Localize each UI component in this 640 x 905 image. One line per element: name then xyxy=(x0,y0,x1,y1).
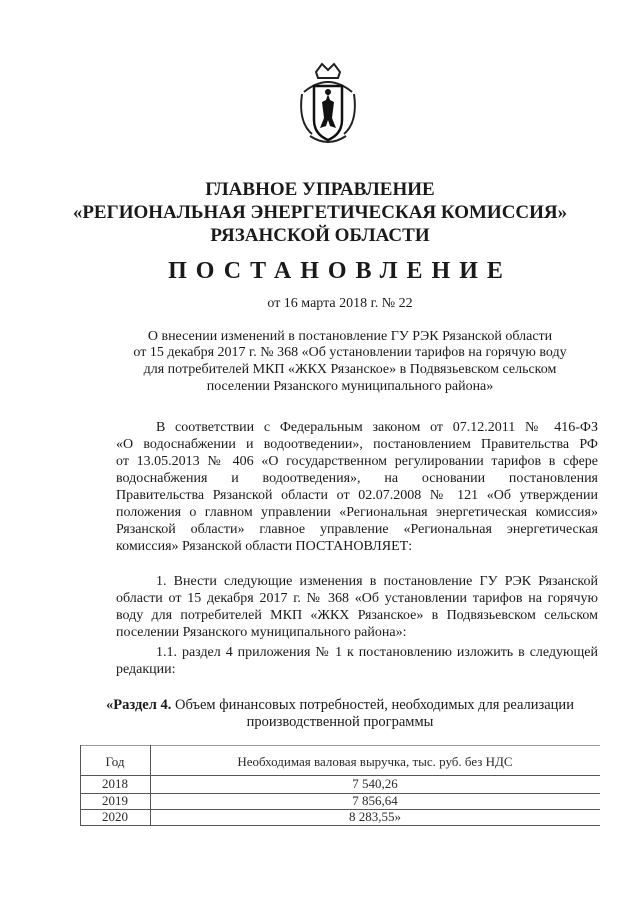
item-1-line: области от 15 декабря 2017 г. № 368 «Об установлении тарифов на горячую xyxy=(116,591,598,606)
preamble-line: положения о главном управлении «Региональная энергетическая комиссия» xyxy=(116,505,598,520)
table-cell-revenue: 8 283,55» xyxy=(349,809,401,824)
table-header-year: Год xyxy=(105,754,125,769)
table-header-revenue: Необходимая валовая выручка, тыс. руб. без НДС xyxy=(237,754,513,769)
org-name-line-3: РЯЗАНСКОЙ ОБЛАСТИ xyxy=(210,225,430,246)
item-1-1-line: 1.1. раздел 4 приложения № 1 к постановлению изложить в следующей xyxy=(156,645,598,660)
subject-line: поселении Рязанского муниципального района» xyxy=(206,379,494,394)
preamble-line: от 13.05.2013 № 406 «О государственном регулировании тарифов в сфере xyxy=(116,454,598,469)
preamble-line: В соответствии с Федеральным законом от 07.12.2011 № 416-ФЗ xyxy=(156,420,598,435)
item-1-line: воду для потребителей МКП «ЖКХ Рязанское» в Подвязьевском сельском xyxy=(116,608,598,623)
preamble-line: «О водоснабжении и водоотведении», постановлением Правительства РФ xyxy=(116,437,598,452)
section-title xyxy=(70,697,610,714)
org-name-line-2: «РЕГИОНАЛЬНАЯ ЭНЕРГЕТИЧЕСКАЯ КОМИССИЯ» xyxy=(72,202,568,223)
subject-line: О внесении изменений в постановление ГУ РЭК Рязанской области xyxy=(147,329,553,344)
section-title-text: Объем финансовых потребностей, необходимых для реализации xyxy=(171,697,574,713)
table-cell-year: 2020 xyxy=(102,809,128,824)
ryazan-coat-of-arms-icon xyxy=(296,62,360,150)
table-border xyxy=(80,775,600,776)
section-label: «Раздел 4. xyxy=(106,697,172,713)
table-border xyxy=(80,745,600,746)
financial-needs-table xyxy=(80,745,600,825)
item-1-1-line: редакции: xyxy=(116,662,176,677)
document-title: ПОСТАНОВЛЕНИЕ xyxy=(168,258,512,284)
table-cell-revenue: 7 856,64 xyxy=(352,793,398,808)
org-name-line-1: ГЛАВНОЕ УПРАВЛЕНИЕ xyxy=(205,179,435,200)
preamble-line: водоснабжения и водоотведения», на основании постановления xyxy=(116,471,598,486)
table-border xyxy=(80,825,600,826)
item-1-line: 1. Внести следующие изменения в постановление ГУ РЭК Рязанской xyxy=(156,574,598,589)
subject-line: для потребителей МКП «ЖКХ Рязанское» в Подвязьевском сельском xyxy=(143,362,557,377)
table-cell-year: 2019 xyxy=(102,793,128,808)
subject-line: от 15 декабря 2017 г. № 368 «Об установлении тарифов на горячую воду xyxy=(133,345,567,360)
table-cell-year: 2018 xyxy=(102,776,128,791)
section-title-line-2: производственной программы xyxy=(246,714,434,730)
preamble-line: комиссия» Рязанской области ПОСТАНОВЛЯЕТ: xyxy=(116,539,413,554)
preamble-line: Правительства Рязанской области от 02.07.2008 № 121 «Об утверждении xyxy=(116,488,598,503)
item-1-line: поселении Рязанского муниципального района»: xyxy=(116,625,407,640)
preamble-line: Рязанской области» главное управление «Региональная энергетическая xyxy=(116,522,598,537)
table-cell-revenue: 7 540,26 xyxy=(352,776,398,791)
document-date: от 16 марта 2018 г. № 22 xyxy=(267,296,413,311)
